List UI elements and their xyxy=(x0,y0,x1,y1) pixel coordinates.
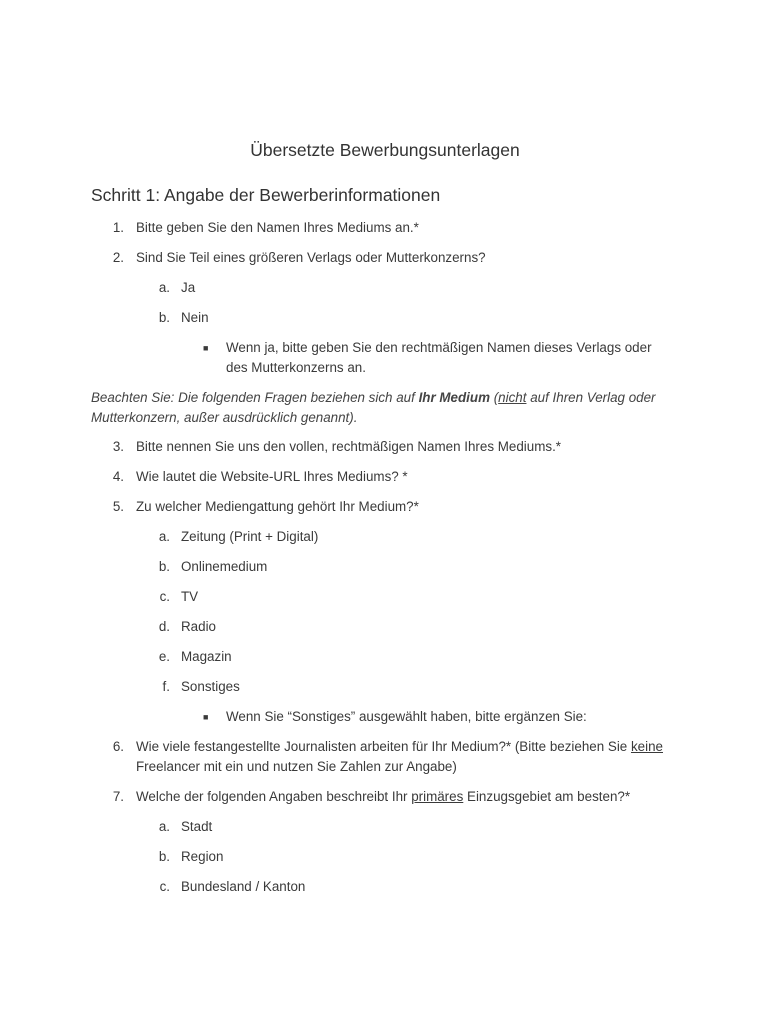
option-text: TV xyxy=(181,589,199,604)
question-number: 2. xyxy=(112,250,124,265)
bullet-icon: ■ xyxy=(203,343,209,353)
document-title: Übersetzte Bewerbungsunterlagen xyxy=(250,140,520,160)
option-text: Sonstiges xyxy=(181,679,240,694)
option-marker: f. xyxy=(162,679,170,694)
option-marker: a. xyxy=(158,529,170,544)
question-6-text-cont: Freelancer mit ein und nutzen Sie Zahlen zur Angabe) xyxy=(136,759,457,774)
option-text: Nein xyxy=(181,310,209,325)
option-text: Stadt xyxy=(181,819,213,834)
option-text: Bundesland / Kanton xyxy=(181,879,306,894)
option-marker: c. xyxy=(159,589,170,604)
question-number: 4. xyxy=(112,469,124,484)
question-number: 3. xyxy=(112,439,124,454)
question-2-text: Sind Sie Teil eines größeren Verlags oder Mutterkonzerns? xyxy=(136,250,486,265)
note-paragraph xyxy=(91,388,661,428)
question-number: 6. xyxy=(112,739,124,754)
option-text: Zeitung (Print + Digital) xyxy=(181,529,319,544)
question-number: 7. xyxy=(112,789,124,804)
option-marker: a. xyxy=(158,819,170,834)
section-heading: Schritt 1: Angabe der Bewerberinformationen xyxy=(91,185,441,205)
question-6-text xyxy=(136,737,696,757)
question-6-underline: keine xyxy=(630,739,663,754)
option-text: Radio xyxy=(181,619,216,634)
note-text: ( xyxy=(489,390,499,405)
sub-bullet-text: Wenn ja, bitte geben Sie den rechtmäßigen Namen dieses Verlags oder xyxy=(226,340,652,355)
option-text: Magazin xyxy=(181,649,232,664)
question-1-text: Bitte geben Sie den Namen Ihres Mediums an.* xyxy=(136,220,419,235)
option-marker: a. xyxy=(158,280,170,295)
note-text: Beachten Sie: Die folgenden Fragen beziehen sich auf xyxy=(91,390,419,405)
option-marker: b. xyxy=(158,310,170,325)
question-number: 5. xyxy=(112,499,124,514)
question-7-part: Einzugsgebiet am besten?* xyxy=(463,789,631,804)
option-marker: d. xyxy=(158,619,170,634)
note-bold: Ihr Medium xyxy=(418,390,490,405)
sub-bullet-text: Wenn Sie “Sonstiges” ausgewählt haben, bitte ergänzen Sie: xyxy=(226,709,587,724)
question-6-part: Wie viele festangestellte Journalisten arbeiten für Ihr Medium?* (Bitte beziehen Sie xyxy=(136,739,631,754)
option-text: Ja xyxy=(181,280,196,295)
sub-bullet-text-cont: des Mutterkonzerns an. xyxy=(226,360,366,375)
option-marker: b. xyxy=(158,559,170,574)
question-5-text: Zu welcher Mediengattung gehört Ihr Medium?* xyxy=(136,499,419,514)
option-marker: e. xyxy=(158,649,170,664)
question-7-text xyxy=(136,787,696,807)
bullet-icon: ■ xyxy=(203,712,209,722)
option-marker: c. xyxy=(159,879,170,894)
option-text: Region xyxy=(181,849,224,864)
question-7-part: Welche der folgenden Angaben beschreibt Ihr xyxy=(136,789,412,804)
question-number: 1. xyxy=(112,220,124,235)
note-underline: nicht xyxy=(498,390,527,405)
option-marker: b. xyxy=(158,849,170,864)
question-3-text: Bitte nennen Sie uns den vollen, rechtmäßigen Namen Ihres Mediums.* xyxy=(136,439,562,454)
note-text: auf Ihren Verlag oder Mutterkonzern, außer ausdrücklich genannt). xyxy=(91,390,656,425)
question-4-text: Wie lautet die Website-URL Ihres Mediums? * xyxy=(136,469,408,484)
option-text: Onlinemedium xyxy=(181,559,268,574)
question-7-underline: primäres xyxy=(411,789,464,804)
